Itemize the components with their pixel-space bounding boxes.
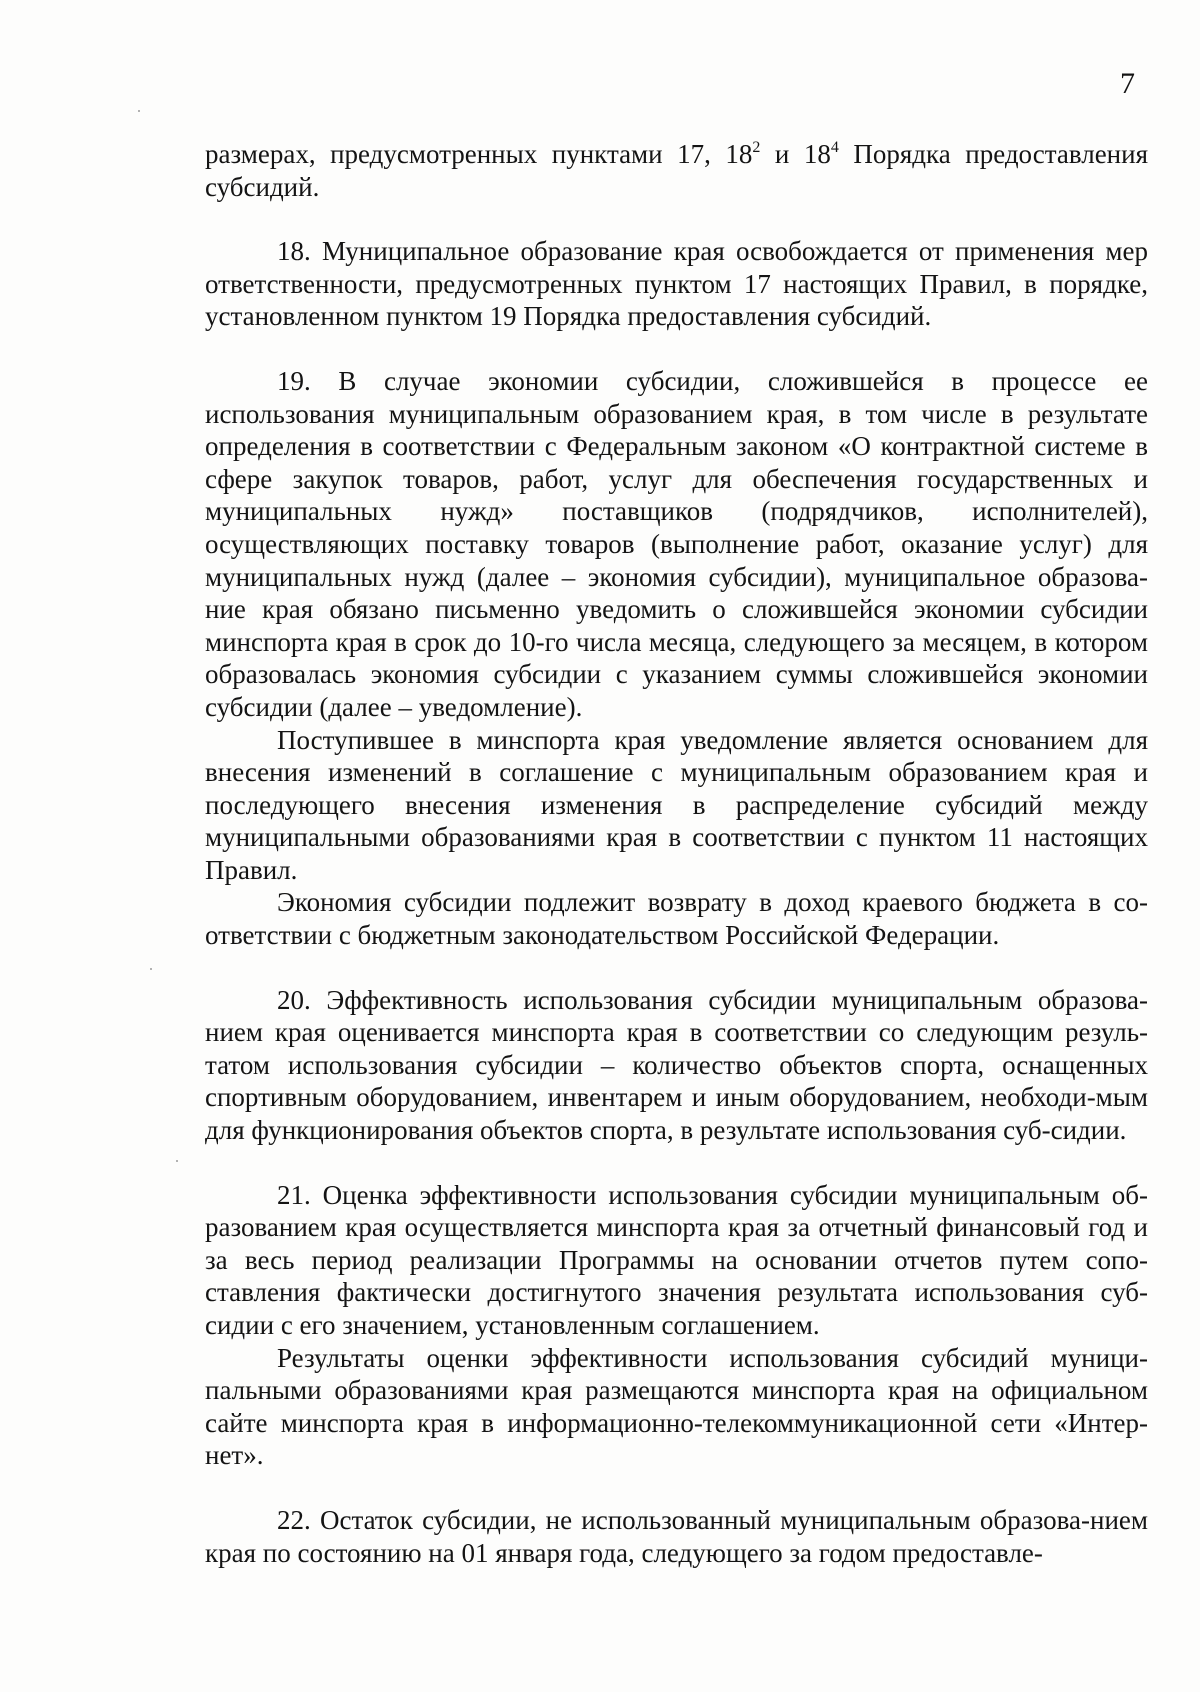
text-segment: и 18 [760,139,831,169]
paragraph-18: 18. Муниципальное образование края освобождается от применения мер ответственности, предусмотренных пунктом 17 настоящих Правил, в порядке, установленном пунктом 19 Порядка предоставления субсидий. [205,236,1148,332]
scan-speck [138,110,140,112]
paragraph-21-results: Результаты оценки эффективности использования субсидий муници-пальными образованиями края размещаются минспорта края на официальном сайте минспорта края в информационно-телекоммуникационной сети «Интер-нет». [205,1342,1148,1471]
paragraph-19-notification: Поступившее в минспорта края уведомление является основанием для внесения изменений в соглашение с муниципальным образованием края и последующего внесения изменения в распределение субсидий между муниципальными образованиями края в соответствии с пунктом 11 настоящих Правил. [205,724,1148,885]
paragraph-19: 19. В случае экономии субсидии, сложившейся в процессе ее использования муниципальным образованием края, в том числе в результате определения в соответствии с Федеральным законом «О контрактной системе в сфере закупок товаров, работ, услуг для обеспечения государственных и муниципальных нужд» поставщиков (подрядчиков, исполнителей), осуществляющих поставку товаров (выполнение работ, оказание услуг) для муниципальных нужд (далее – экономия субсидии), муниципальное образова-ние края обязано письменно уведомить о сложившейся экономии субсидии минспорта края в срок до 10-го числа месяца, следующего за месяцем, в котором образовалась экономия субсидии с указанием суммы сложившейся экономии субсидии (далее – уведомление). [205,365,1148,722]
text-segment: размерах, предусмотренных пунктами 17, 18 [205,139,753,169]
paragraph-22: 22. Остаток субсидии, не использованный муниципальным образова-нием края по состоянию на 01 января года, следующего за годом предоставле- [205,1504,1148,1568]
scan-speck [176,1160,178,1162]
paragraph-21: 21. Оценка эффективности использования субсидии муниципальным об-разованием края осуществляется минспорта края за отчетный финансовый год и за весь период реализации Программы на основании отчетов путем сопо-ставления фактически достигнутого значения результата использования суб-сидии с его значением, установленным соглашением. [205,1179,1148,1340]
page-number: 7 [1120,67,1135,100]
scan-speck [150,968,152,970]
document-body [205,138,1148,1569]
superscript: 4 [830,139,839,156]
paragraph-continuation [205,138,1148,203]
paragraph-19-return: Экономия субсидии подлежит возврату в доход краевого бюджета в со-ответствии с бюджетным законодательством Российской Федерации. [205,887,1148,951]
text-segment: Порядка предоставления субсидий. [205,139,1148,202]
superscript: 2 [752,139,761,156]
paragraph-20: 20. Эффективность использования субсидии муниципальным образова-нием края оценивается минспорта края в соответствии со следующим резуль-татом использования субсидии – количество объектов спорта, оснащенных спортивным оборудованием, инвентарем и иным оборудованием, необходи-мым для функционирования объектов спорта, в результате использования суб-сидии. [205,984,1148,1146]
